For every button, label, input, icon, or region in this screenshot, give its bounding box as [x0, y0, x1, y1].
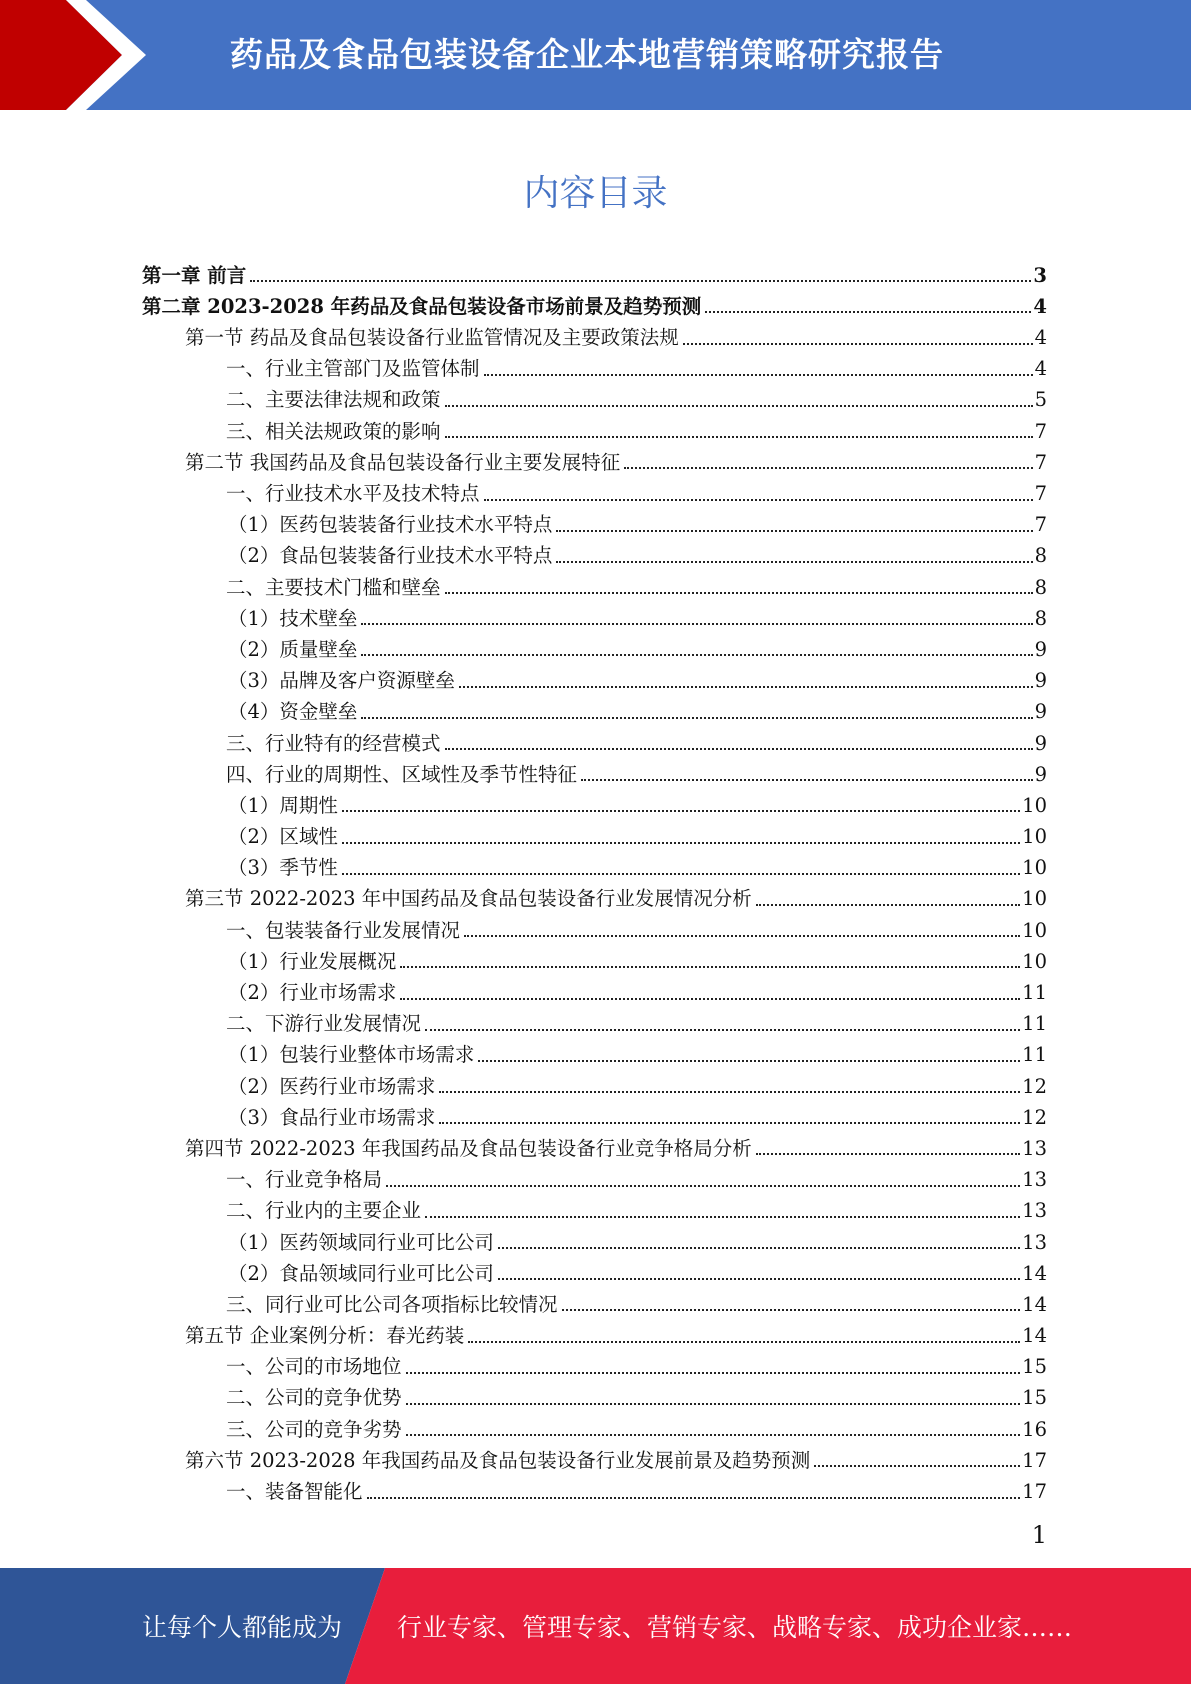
- toc-dot-leader: [445, 405, 1033, 407]
- toc-dot-leader: [562, 1309, 1021, 1311]
- toc-entry-title: 第五节 企业案例分析：春光药装: [185, 1324, 465, 1348]
- toc-entry-title: 一、行业竞争格局: [226, 1168, 383, 1192]
- toc-entry-title: 四、行业的周期性、区域性及季节性特征: [226, 762, 578, 786]
- toc-entry[interactable]: [142, 566, 1047, 597]
- toc-dot-leader: [445, 748, 1033, 750]
- table-of-contents: [142, 254, 1047, 1502]
- toc-dot-leader: [406, 1434, 1021, 1436]
- toc-dot-leader: [468, 1341, 1020, 1343]
- toc-entry[interactable]: [142, 753, 1047, 784]
- toc-entry-title: 二、主要法律法规和政策: [226, 388, 441, 412]
- toc-entry-title: 第四节 2022-2023 年我国药品及食品包装设备行业竞争格局分析: [185, 1136, 752, 1160]
- toc-entry-page: 7: [1034, 513, 1047, 537]
- toc-dot-leader: [814, 1465, 1020, 1467]
- toc-entry-page: 10: [1022, 918, 1047, 942]
- toc-entry-title: 第三节 2022-2023 年中国药品及食品包装设备行业发展情况分析: [185, 887, 752, 911]
- toc-entry-page: 4: [1034, 326, 1047, 350]
- toc-dot-leader: [478, 1060, 1020, 1062]
- toc-dot-leader: [400, 998, 1020, 1000]
- toc-entry-page: 11: [1022, 1043, 1047, 1067]
- toc-entry-page: 13: [1022, 1168, 1047, 1192]
- toc-entry-page: 17: [1022, 1480, 1047, 1503]
- toc-entry[interactable]: [142, 909, 1047, 940]
- toc-entry-title: （1）包装行业整体市场需求: [228, 1043, 475, 1067]
- toc-entry-page: 9: [1034, 669, 1047, 693]
- toc-dot-leader: [439, 1091, 1020, 1093]
- toc-entry-title: （1）技术壁垒: [228, 606, 358, 630]
- toc-entry-page: 9: [1034, 762, 1047, 786]
- toc-entry-page: 8: [1034, 544, 1047, 568]
- toc-entry-page: 15: [1022, 1386, 1047, 1410]
- toc-entry[interactable]: [142, 1470, 1047, 1501]
- toc-entry[interactable]: [142, 472, 1047, 503]
- toc-entry[interactable]: [142, 1408, 1047, 1439]
- toc-dot-leader: [556, 530, 1032, 532]
- toc-entry-title: 二、公司的竞争优势: [226, 1386, 402, 1410]
- toc-entry-title: 第二章 2023-2028 年药品及食品包装设备市场前景及趋势预测: [142, 294, 702, 318]
- toc-entry-page: 10: [1022, 793, 1047, 817]
- toc-dot-leader: [400, 966, 1020, 968]
- toc-entry[interactable]: [142, 628, 1047, 659]
- toc-dot-leader: [756, 904, 1020, 906]
- toc-entry-page: 14: [1022, 1292, 1047, 1316]
- toc-dot-leader: [425, 1029, 1020, 1031]
- toc-entry-title: （2）食品领域同行业可比公司: [228, 1261, 494, 1285]
- toc-entry[interactable]: [142, 1127, 1047, 1158]
- toc-dot-leader: [425, 1216, 1020, 1218]
- toc-dot-leader: [705, 311, 1031, 313]
- toc-entry[interactable]: [142, 1003, 1047, 1034]
- toc-entry-page: 12: [1022, 1105, 1047, 1129]
- toc-dot-leader: [498, 1278, 1020, 1280]
- toc-dot-leader: [683, 343, 1033, 345]
- toc-entry-title: （4）资金壁垒: [228, 700, 358, 724]
- toc-entry[interactable]: [142, 722, 1047, 753]
- toc-dot-leader: [484, 499, 1033, 501]
- toc-entry-page: 12: [1022, 1074, 1047, 1098]
- toc-entry-title: 一、行业技术水平及技术特点: [226, 482, 480, 505]
- toc-entry[interactable]: [142, 410, 1047, 441]
- toc-entry[interactable]: [142, 254, 1047, 285]
- toc-entry[interactable]: [142, 1314, 1047, 1348]
- toc-dot-leader: [361, 717, 1032, 719]
- toc-entry-title: 第一章 前言: [142, 263, 247, 287]
- toc-entry[interactable]: [142, 1034, 1047, 1065]
- toc-entry-title: 一、行业主管部门及监管体制: [226, 357, 480, 381]
- toc-entry-page: 14: [1022, 1324, 1047, 1348]
- toc-entry[interactable]: [142, 815, 1047, 849]
- toc-dot-leader: [624, 467, 1032, 469]
- toc-dot-leader: [361, 623, 1032, 625]
- toc-entry-title: 三、行业特有的经营模式: [226, 731, 441, 755]
- toc-entry-page: 10: [1022, 825, 1047, 849]
- toc-entry-title: （1）周期性: [228, 793, 338, 817]
- toc-entry[interactable]: [142, 1221, 1047, 1252]
- toc-entry-title: （2）区域性: [228, 825, 338, 849]
- toc-entry[interactable]: [142, 784, 1047, 815]
- toc-dot-leader: [406, 1403, 1021, 1405]
- toc-entry-title: 一、装备智能化: [226, 1480, 363, 1503]
- toc-entry-title: 二、下游行业发展情况: [226, 1012, 422, 1036]
- toc-entry[interactable]: [142, 847, 1047, 878]
- toc-entry-title: （1）医药领域同行业可比公司: [228, 1230, 494, 1254]
- toc-dot-leader: [406, 1372, 1021, 1374]
- footer-slogan-right: 行业专家、管理专家、营销专家、战略专家、成功企业家……: [397, 1613, 1073, 1642]
- toc-entry-page: 11: [1022, 1012, 1047, 1036]
- toc-entry[interactable]: [142, 1158, 1047, 1192]
- toc-entry-title: 二、行业内的主要企业: [226, 1199, 422, 1223]
- toc-entry-title: （2）质量壁垒: [228, 637, 358, 661]
- toc-entry-title: 第二节 我国药品及食品包装设备行业主要发展特征: [185, 450, 621, 474]
- toc-entry[interactable]: [142, 348, 1047, 379]
- toc-entry[interactable]: [142, 597, 1047, 628]
- toc-entry[interactable]: [142, 504, 1047, 535]
- toc-entry-page: 9: [1034, 731, 1047, 755]
- toc-entry-page: 17: [1022, 1448, 1047, 1472]
- footer-slogan-left: 让每个人都能成为: [142, 1613, 343, 1642]
- toc-entry-page: 13: [1022, 1230, 1047, 1254]
- toc-entry-title: 三、公司的竞争劣势: [226, 1417, 402, 1441]
- toc-entry[interactable]: [142, 1190, 1047, 1221]
- toc-entry-title: （3）季节性: [228, 856, 338, 880]
- toc-heading: 内容目录: [523, 173, 668, 214]
- toc-entry-page: 10: [1022, 949, 1047, 973]
- toc-entry[interactable]: [142, 1065, 1047, 1096]
- toc-dot-leader: [367, 1497, 1021, 1499]
- toc-entry[interactable]: [142, 1439, 1047, 1470]
- toc-entry[interactable]: [142, 1377, 1047, 1408]
- toc-entry-page: 11: [1022, 981, 1047, 1004]
- toc-entry-title: 一、公司的市场地位: [226, 1355, 402, 1379]
- toc-entry[interactable]: [142, 316, 1047, 350]
- toc-entry-page: 7: [1034, 482, 1047, 505]
- toc-entry-page: 13: [1022, 1199, 1047, 1223]
- toc-dot-leader: [250, 280, 1031, 282]
- toc-dot-leader: [386, 1185, 1020, 1187]
- toc-entry-page: 8: [1034, 575, 1047, 599]
- toc-entry-page: 10: [1022, 856, 1047, 880]
- toc-dot-leader: [484, 374, 1033, 376]
- toc-dot-leader: [342, 873, 1020, 875]
- toc-entry[interactable]: [142, 285, 1047, 316]
- toc-entry-title: （1）行业发展概况: [228, 949, 397, 973]
- toc-entry[interactable]: [142, 940, 1047, 971]
- footer-banner: [0, 1568, 1191, 1684]
- toc-dot-leader: [756, 1153, 1020, 1155]
- toc-entry-title: 二、主要技术门槛和壁垒: [226, 575, 441, 599]
- toc-entry[interactable]: [142, 878, 1047, 909]
- toc-entry-page: 13: [1022, 1136, 1047, 1160]
- toc-entry[interactable]: [142, 535, 1047, 566]
- toc-dot-leader: [445, 436, 1033, 438]
- toc-entry-title: （3）品牌及客户资源壁垒: [228, 669, 455, 693]
- toc-entry[interactable]: [142, 659, 1047, 693]
- toc-entry-title: （2）食品包装装备行业技术水平特点: [228, 544, 553, 568]
- toc-dot-leader: [498, 1247, 1020, 1249]
- toc-entry-title: （2）行业市场需求: [228, 981, 397, 1004]
- toc-entry-page: 4: [1033, 294, 1047, 318]
- report-title: 药品及食品包装设备企业本地营销策略研究报告: [230, 34, 944, 74]
- toc-entry-page: 7: [1034, 419, 1047, 443]
- toc-dot-leader: [459, 686, 1033, 688]
- toc-entry[interactable]: [142, 1252, 1047, 1283]
- toc-entry-page: 7: [1034, 450, 1047, 474]
- toc-entry-page: 9: [1034, 700, 1047, 724]
- toc-entry-page: 3: [1033, 263, 1047, 287]
- toc-entry[interactable]: [142, 971, 1047, 1002]
- toc-dot-leader: [464, 935, 1020, 937]
- toc-entry-page: 14: [1022, 1261, 1047, 1285]
- toc-entry-title: 一、包装装备行业发展情况: [226, 918, 461, 942]
- toc-entry-title: （3）食品行业市场需求: [228, 1105, 436, 1129]
- toc-entry-page: 9: [1034, 637, 1047, 661]
- page-number: 1: [1031, 1521, 1047, 1549]
- toc-entry-title: （2）医药行业市场需求: [228, 1074, 436, 1098]
- toc-dot-leader: [556, 561, 1032, 563]
- toc-entry[interactable]: [142, 1346, 1047, 1377]
- toc-entry-page: 4: [1034, 357, 1047, 381]
- toc-entry-page: 5: [1034, 388, 1047, 412]
- toc-entry-page: 16: [1022, 1417, 1047, 1441]
- toc-entry-title: 第六节 2023-2028 年我国药品及食品包装设备行业发展前景及趋势预测: [185, 1448, 811, 1472]
- toc-entry-page: 10: [1022, 887, 1047, 911]
- toc-entry-title: 第一节 药品及食品包装设备行业监管情况及主要政策法规: [185, 326, 679, 350]
- toc-entry[interactable]: [142, 1096, 1047, 1127]
- toc-entry[interactable]: [142, 691, 1047, 722]
- toc-entry[interactable]: [142, 379, 1047, 410]
- toc-entry-title: 三、相关法规政策的影响: [226, 419, 441, 443]
- toc-entry[interactable]: [142, 1283, 1047, 1314]
- toc-dot-leader: [439, 1122, 1020, 1124]
- toc-dot-leader: [342, 810, 1020, 812]
- toc-entry-title: 三、同行业可比公司各项指标比较情况: [226, 1292, 558, 1316]
- toc-entry-page: 8: [1034, 606, 1047, 630]
- toc-entry-page: 15: [1022, 1355, 1047, 1379]
- toc-dot-leader: [342, 842, 1020, 844]
- toc-dot-leader: [581, 779, 1033, 781]
- toc-entry[interactable]: [142, 441, 1047, 472]
- toc-dot-leader: [361, 654, 1032, 656]
- header-banner: [0, 0, 1191, 110]
- toc-dot-leader: [445, 592, 1033, 594]
- toc-entry-title: （1）医药包装装备行业技术水平特点: [228, 513, 553, 537]
